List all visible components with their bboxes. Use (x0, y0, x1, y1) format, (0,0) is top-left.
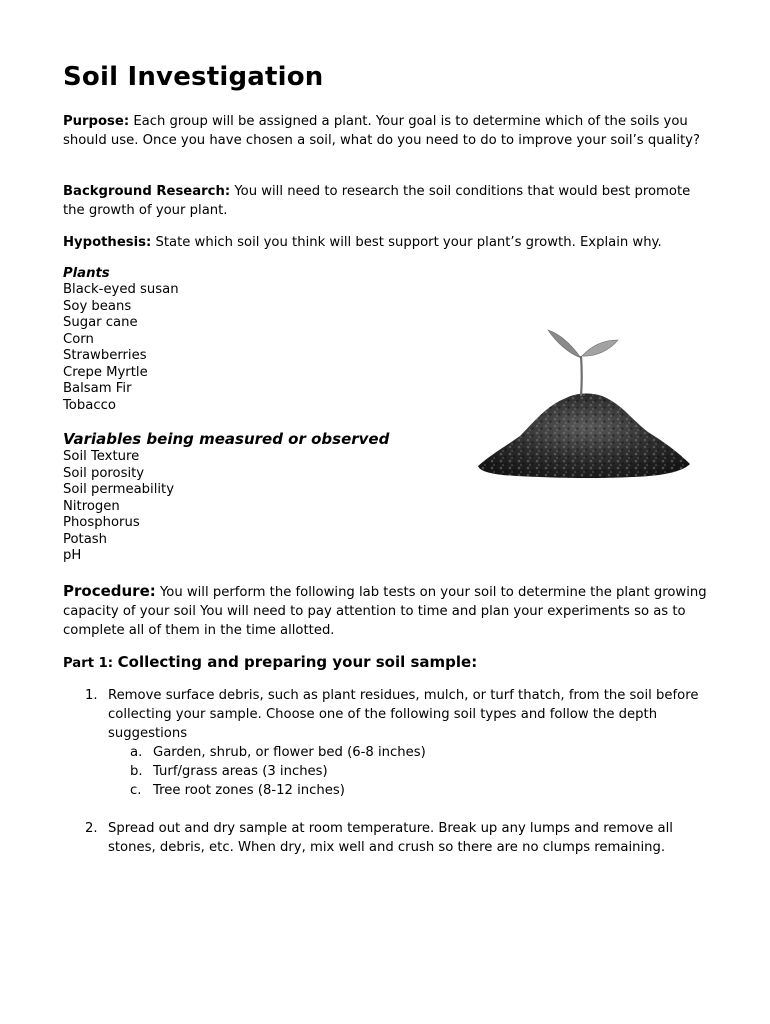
list-item: Soil permeability (63, 482, 175, 497)
list-item: Soil porosity (63, 465, 145, 481)
list-item: Soy beans (63, 298, 132, 314)
background-text: You will need to research the soil conditions that would best promote the growth of your plant. (63, 184, 691, 218)
step-number: 2. (85, 821, 98, 836)
part1-steps (63, 686, 713, 857)
purpose-paragraph (63, 112, 713, 150)
page-title: Soil Investigation (63, 62, 324, 92)
list-item: Strawberries (63, 348, 147, 363)
list-item: Sugar cane (63, 315, 138, 330)
list-item: Potash (63, 531, 108, 547)
seedling-leaf-right (582, 340, 618, 356)
part1-prefix: Part 1: (63, 656, 118, 671)
list-item (108, 762, 713, 781)
list-item: Phosphorus (63, 515, 140, 530)
variables-list (63, 449, 174, 565)
plants-heading: Plants (63, 266, 110, 281)
subitem-text: Turf/grass areas (3 inches) (153, 764, 328, 779)
hypothesis-label: Hypothesis: (63, 235, 152, 250)
list-item (63, 819, 713, 857)
step-text: Spread out and dry sample at room temperature. Break up any lumps and remove all stones, debris, etc. When dry, mix well and crush so there are no clumps remaining. (108, 821, 673, 855)
seedling-stem (581, 356, 582, 396)
list-item (63, 686, 713, 800)
background-label: Background Research: (63, 184, 231, 199)
hypothesis-paragraph (63, 233, 743, 252)
subitem-letter: a. (130, 745, 143, 760)
subitem-letter: c. (130, 783, 142, 798)
list-item: Balsam Fir (63, 381, 132, 396)
procedure-label: Procedure: (63, 582, 156, 600)
subitem-letter: b. (130, 764, 143, 779)
list-item: Corn (63, 331, 94, 347)
part1-title: Collecting and preparing your soil sample: (117, 653, 478, 671)
list-item: Tobacco (63, 397, 116, 413)
list-item: Soil Texture (63, 449, 140, 464)
purpose-text: Each group will be assigned a plant. Your goal is to determine which of the soils you should use. Once you have chosen a soil, what do you need to do to improve your soil’s quality? (63, 114, 700, 148)
subitem-text: Garden, shrub, or flower bed (6-8 inches) (153, 745, 426, 760)
list-item: pH (63, 548, 82, 563)
list-item: Crepe Myrtle (63, 364, 148, 380)
soil-texture (478, 394, 690, 479)
seedling-soil-image (472, 326, 694, 484)
list-item (108, 743, 713, 762)
list-item (108, 781, 713, 800)
list-item: Black-eyed susan (63, 282, 179, 297)
procedure-paragraph (63, 582, 713, 640)
depth-suggestions-list (108, 743, 713, 800)
procedure-text: You will perform the following lab tests on your soil to determine the plant growing capacity of your soil You will need to pay attention to time and plan your experiments so as to complete all of them in the time allotted. (63, 585, 707, 638)
part1-heading (63, 653, 477, 673)
step-number: 1. (85, 688, 98, 703)
background-paragraph (63, 182, 713, 220)
seedling-leaf-left (548, 330, 581, 358)
step-text: Remove surface debris, such as plant residues, mulch, or turf thatch, from the soil before collecting your sample. Choose one of the following soil types and follow the depth suggestions (108, 688, 699, 741)
purpose-label: Purpose: (63, 114, 130, 129)
list-item: Nitrogen (63, 498, 120, 514)
plants-list (63, 282, 179, 414)
hypothesis-text: State which soil you think will best support your plant’s growth. Explain why. (151, 235, 662, 250)
subitem-text: Tree root zones (8-12 inches) (153, 783, 345, 798)
variables-heading: Variables being measured or observed (63, 430, 390, 448)
